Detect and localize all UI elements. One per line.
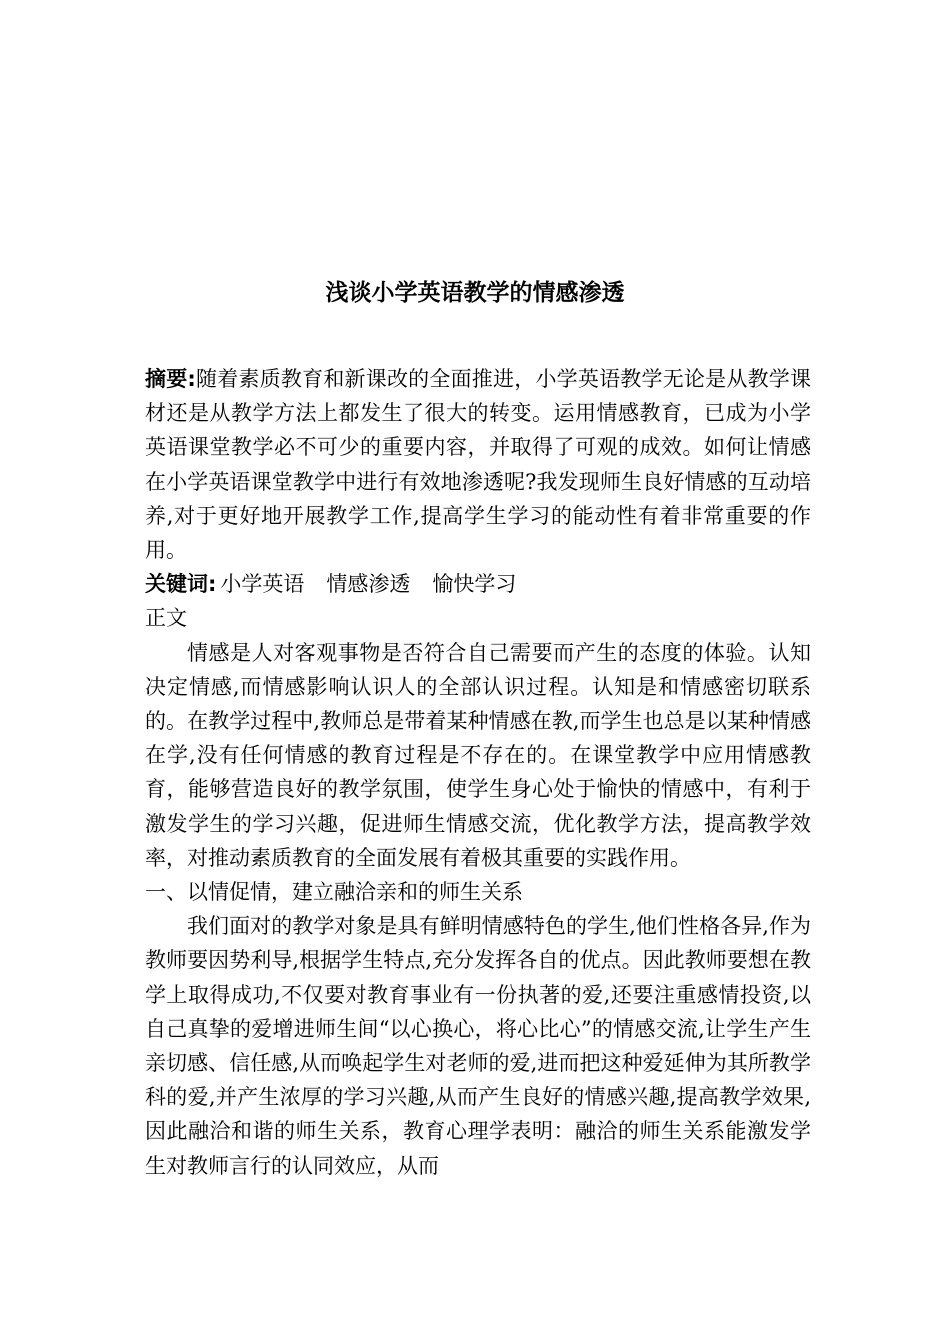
keyword-item: 小学英语 — [220, 572, 305, 597]
keywords-line — [145, 567, 811, 601]
abstract-paragraph — [145, 362, 811, 567]
body-heading: 正文 — [145, 606, 187, 631]
section-heading: 一、以情促情，建立融洽亲和的师生关系 — [145, 880, 523, 905]
keyword-item: 情感渗透 — [326, 572, 411, 597]
body-paragraph: 情感是人对客观事物是否符合自己需要而产生的态度的体验。认知决定情感,而情感影响认识人的全部认识过程。认知是和情感密切联系的。在教学过程中,教师总是带着某种情感在教,而学生也总是以某种情感在学,没有任何情感的教育过程是不存在的。在课堂教学中应用情感教育，能够营造良好的教学氛围，使学生身心处于愉快的情感中，有利于激发学生的学习兴趣，促进师生情感交流，优化教学方法，提高教学效率，对推动素质教育的全面发展有着极其重要的实践作用。 — [145, 640, 811, 870]
document-title: 浅谈小学英语教学的情感渗透 — [325, 280, 625, 306]
keywords-label: 关键词: — [145, 572, 217, 597]
abstract-label: 摘要: — [145, 367, 196, 391]
keyword-item: 愉快学习 — [432, 572, 517, 597]
abstract-text: 随着素质教育和新课改的全面推进，小学英语教学无论是从教学课材还是从教学方法上都发生了很大的转变。运用情感教育，已成为小学英语课堂教学必不可少的重要内容，并取得了可观的成效。如何让情感在小学英语课堂教学中进行有效地渗透呢?我发现师生良好情感的互动培养,对于更好地开展教学工作,提高学生学习的能动性有着非常重要的作用。 — [145, 367, 811, 563]
section-paragraph: 我们面对的教学对象是具有鲜明情感特色的学生,他们性格各异,作为教师要因势利导,根据学生特点,充分发挥各自的优点。因此教师要想在教学上取得成功,不仅要对教育事业有一份执著的爱,还要注重感情投资,以自己真挚的爱增进师生间“以心换心，将心比心”的情感交流,让学生产生亲切感、信任感,从而唤起学生对老师的爱,进而把这种爱延伸为其所教学科的爱,并产生浓厚的学习兴趣,从而产生良好的情感兴趣,提高教学效果,因此融洽和谐的师生关系，教育心理学表明：融洽的师生关系能激发学生对教师言行的认同效应，从而 — [145, 914, 811, 1178]
document-body — [145, 362, 811, 1183]
